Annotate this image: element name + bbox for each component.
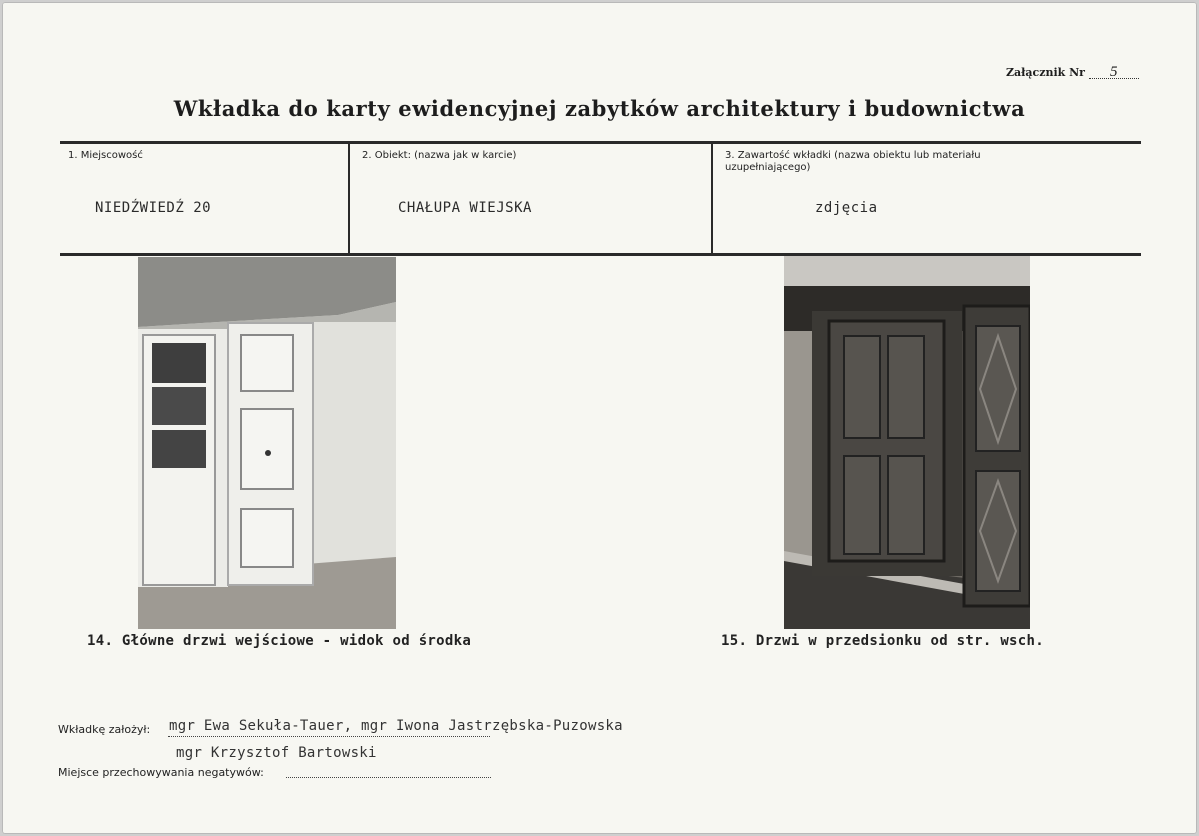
top-rule xyxy=(60,141,1141,144)
interior-door-photo xyxy=(138,257,396,629)
annex-value: 5 xyxy=(1089,66,1139,79)
column-divider xyxy=(711,144,713,254)
page-title: Wkładka do karty ewidencyjnej zabytków architektury i budownictwa xyxy=(173,96,1026,121)
photo-caption-14: 14. Główne drzwi wejściowe - widok od środka xyxy=(87,633,472,649)
vestibule-door-photo xyxy=(784,256,1030,629)
vestibule-door-photo-icon xyxy=(784,256,1030,629)
field-value-place: NIEDŹWIEDŹ 20 xyxy=(95,200,212,216)
founded-by-dotted-line xyxy=(168,736,490,737)
founded-by-line-2: mgr Krzysztof Bartowski xyxy=(176,745,377,761)
field-label-place: 1. Miejscowość xyxy=(68,150,143,161)
field-label-object: 2. Obiekt: (nazwa jak w karcie) xyxy=(362,150,517,161)
field-value-object: CHAŁUPA WIEJSKA xyxy=(398,200,532,216)
annex-label: Załącznik Nr xyxy=(1006,66,1085,79)
photo-caption-15: 15. Drzwi w przedsionku od str. wsch. xyxy=(721,633,1044,649)
negatives-dotted-line xyxy=(286,777,491,778)
founded-by-label: Wkładkę założył: xyxy=(58,723,151,736)
founded-by-line-1: mgr Ewa Sekuła-Tauer, mgr Iwona Jastrzębska-Puzowska xyxy=(169,718,623,734)
column-divider xyxy=(348,144,350,254)
interior-door-photo-icon xyxy=(138,257,396,629)
annex-number xyxy=(1006,66,1139,79)
field-value-contents: zdjęcia xyxy=(815,200,878,216)
negatives-label: Miejsce przechowywania negatywów: xyxy=(58,766,264,779)
field-label-contents: 3. Zawartość wkładki (nazwa obiektu lub materiału uzupełniającego) xyxy=(725,150,981,173)
